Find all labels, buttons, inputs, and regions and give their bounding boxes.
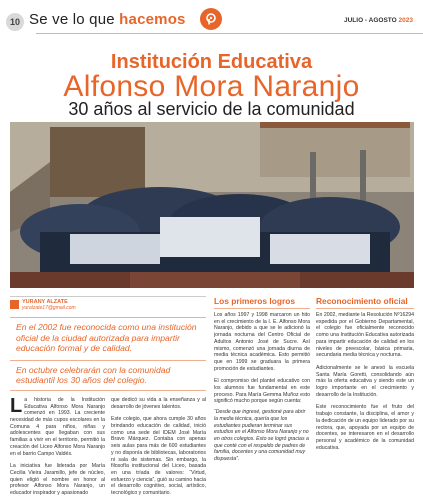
section-title-highlight: hacemos xyxy=(119,11,186,28)
lead-column xyxy=(10,296,206,497)
logo-glyph xyxy=(204,12,218,26)
author-byline xyxy=(10,296,206,311)
group-photo-illustration xyxy=(10,122,414,288)
header-rule xyxy=(36,33,423,34)
section-heading: Reconocimiento oficial xyxy=(316,296,414,309)
article-paragraph xyxy=(10,394,105,457)
section-title xyxy=(29,11,186,28)
author-icon xyxy=(10,300,19,309)
author-email: yuralzate17@gmail.com xyxy=(22,305,76,311)
article-paragraph: Este colegio, que ahora cumple 30 años brindando educación de calidad, inició como una sede del IDEM José María Bravo Márquez. Contaba con apenas seis aulas para más de 600 estudiantes y no disponía de bibliotecas, laboratorios ni sala de sistemas. Sin embargo, la filosofía institucional del Liceo, basada en una tríada de valores: “Virtud, esfuerzo y ciencia”, guió su camino hacia el desarrollo cognitivo, social, artístico, tecnológico y comunitario. xyxy=(111,416,206,497)
article-paragraph: Este reconocimiento fue el fruto del trabajo constante, la disciplina, el amor y la dedicación de un equipo liderado por su rectora, que, apoyada por un equipo de docentes, se interesaron en el desarrollo personal y académico de la comunidad educativa. xyxy=(316,404,414,451)
section-title-prefix: Se ve lo que xyxy=(29,11,120,28)
subheadline: 30 años al servicio de la comunidad xyxy=(68,99,355,119)
subcolumn-right xyxy=(111,397,206,497)
article-paragraph: Adicionalmente se le anexó la escuela Santa María Goretti, consolidando aún más la oferta educativa y siendo este un logro importante en el crecimiento y desarrollo de la Institución. xyxy=(316,364,414,398)
author-name: YURANY ALZATE xyxy=(22,299,68,305)
article-paragraph: que dedicó su vida a la enseñanza y al desarrollo de jóvenes talentos. xyxy=(111,396,206,410)
article-paragraph: El compromiso del plantel educativo con los alumnos fue fundamental en este proceso. Para María Gemma Muñoz esto significó mucho porque según cuenta: xyxy=(214,378,310,405)
page-header xyxy=(0,0,423,44)
drop-cap: L xyxy=(10,394,23,417)
pull-quote: En el 2002 fue reconocida como una institución oficial de la ciudad autorizada para impartir educación formal y de calidad. xyxy=(10,317,206,358)
headline: Alfonso Mora Naranjo xyxy=(63,70,360,103)
issue-year: 2023 xyxy=(398,17,413,24)
page-number: 10 xyxy=(6,13,24,31)
subcolumn-left xyxy=(10,394,105,497)
testimonial-quote: “Desde que ingresé, gestioné para abrir la media técnica, quería que los estudiantes pudieran terminar sus estudios en el Alfonso Mora Naranjo y no en otros colegios. Esto se logró gracias a que conté con el respaldo de padres de familia, docentes y una comunidad muy dispuesta”. xyxy=(214,409,309,463)
first-achievements-column xyxy=(214,296,310,463)
official-recognition-column xyxy=(316,296,414,451)
group-photo xyxy=(10,122,414,288)
lead-subcolumns xyxy=(10,394,206,497)
pull-quote: En octubre celebrarán con la comunidad estudiantil los 30 años del colegio. xyxy=(10,360,206,391)
periodico-logo-icon xyxy=(200,8,222,30)
article-paragraph: La iniciativa fue liderada por María Cecilia Vieira Jaramillo, jefe de núcleo, quien eligió el nombre en honor al profesor Alfonso Mora Naranjo, un educador inspirador y apasionado xyxy=(10,463,105,497)
article-paragraph-text: a historia de la Institución Educativa Alfonso Mora Naranjo comenzó en 1993. La creciente necesidad de más cupos escolares en la Comuna 4 para niños, niñas y adolescentes que llegaban con sus familias a vivir en el territorio, permitió la creación del Liceo Alfonso Mora Naranjo en el barrio Campo Valdés. xyxy=(10,396,105,457)
article-paragraph: En 2002, mediante la Resolución Nº16294 expedida por el Gobierno Departamental, el colegio fue oficialmente reconocido como una Institución Educativa autorizada para impartir educación de calidad en los niveles de preescolar, básica primaria, secundaria media técnica y nocturna. xyxy=(316,312,414,359)
article-paragraph: Los años 1997 y 1998 marcaron un hito en el crecimiento de la I. E. Alfonso Mora Naranjo, debido a que se le adicionó la jornada nocturna del Centro Oficial de Adultos Antonio José de Sucre. Así mismo, comenzó una jornada diurna de media técnica académica. Esto permitió que en 1999 se graduara la primera promoción de estudiantes. xyxy=(214,312,310,372)
headline-kicker: Institución Educativa xyxy=(110,51,313,73)
issue-months: JULIO - AGOSTO xyxy=(343,17,399,24)
issue-date xyxy=(344,17,413,24)
author-info xyxy=(22,299,76,311)
section-heading: Los primeros logros xyxy=(214,296,310,309)
